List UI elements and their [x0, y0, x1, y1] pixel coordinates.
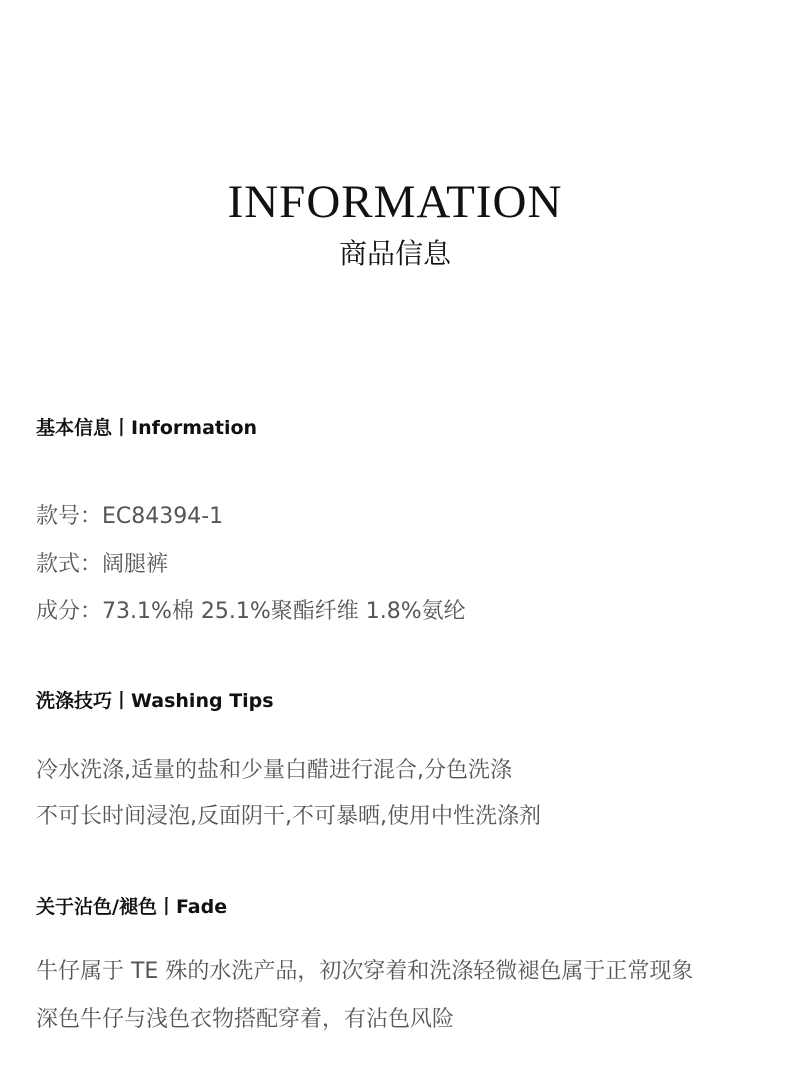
style-type-line: 款式：阔腿裤 [36, 552, 169, 577]
washing-tips-heading: 洗涤技巧丨Washing Tips [36, 690, 274, 712]
fade-note-line: 牛仔属于 TE 殊的水洗产品，初次穿着和洗涤轻微褪色属于正常现象 [36, 959, 694, 984]
washing-tip-line: 不可长时间浸泡,反面阴干,不可暴晒,使用中性洗涤剂 [36, 804, 541, 829]
composition-line: 成分：73.1%棉 25.1%聚酯纤维 1.8%氨纶 [36, 599, 466, 624]
fade-heading: 关于沾色/褪色丨Fade [36, 896, 228, 918]
fade-note-line: 深色牛仔与浅色衣物搭配穿着，有沾色风险 [36, 1007, 455, 1032]
washing-tip-line: 冷水洗涤,适量的盐和少量白醋进行混合,分色洗涤 [36, 758, 512, 783]
page-title: INFORMATION [227, 176, 563, 228]
basic-info-heading: 基本信息丨Information [36, 417, 258, 439]
page-subtitle: 商品信息 [338, 237, 451, 270]
style-number-line: 款号：EC84394-1 [36, 504, 224, 529]
